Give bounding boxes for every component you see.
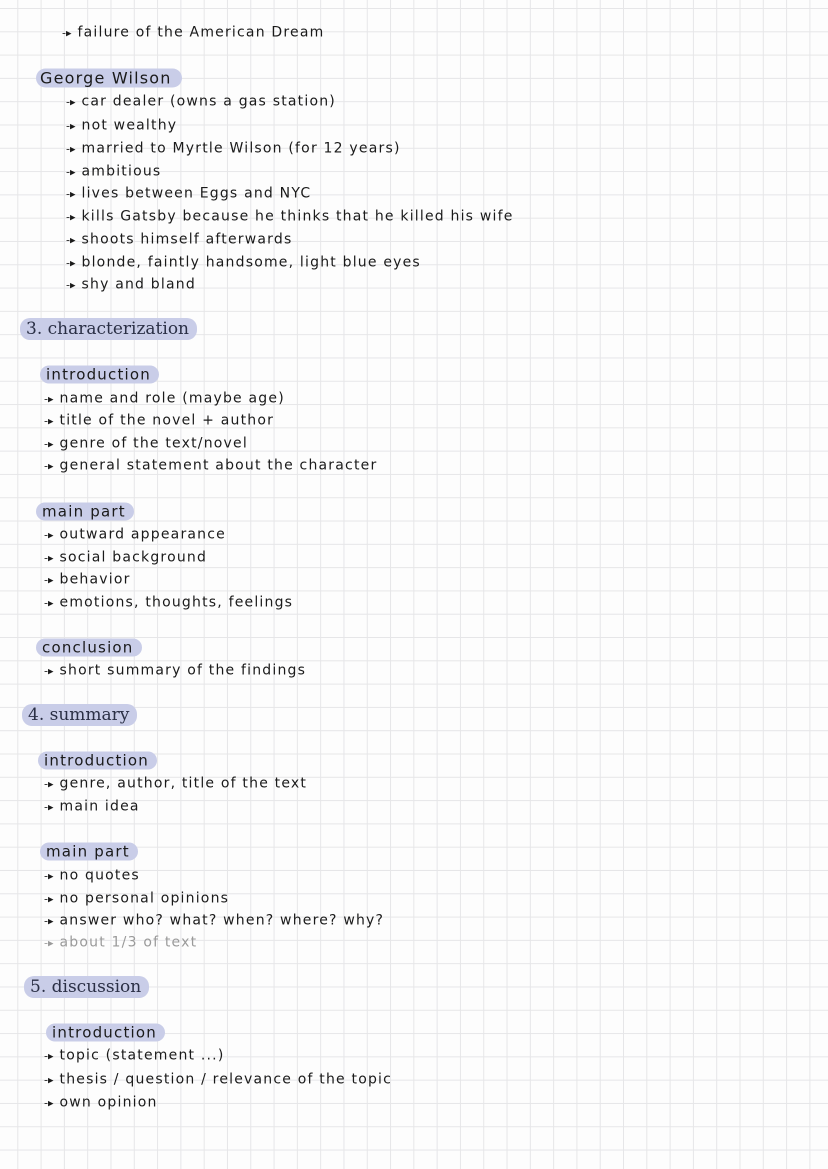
arrow-bullet-icon: -▸ xyxy=(44,1096,54,1110)
line-text: car dealer (owns a gas station) xyxy=(81,93,336,110)
bullet-item xyxy=(44,775,307,794)
arrow-bullet-icon: -▸ xyxy=(66,278,76,292)
arrow-bullet-icon: -▸ xyxy=(66,256,76,270)
bullet-item xyxy=(44,457,377,476)
subheading xyxy=(46,1024,165,1043)
line-text: genre, author, title of the text xyxy=(59,775,308,792)
bullet-item xyxy=(44,594,293,613)
bullet-item xyxy=(66,140,401,159)
line-text: conclusion xyxy=(36,639,142,657)
bullet-item xyxy=(66,117,177,136)
line-text: ambitious xyxy=(81,163,162,180)
line-text: main part xyxy=(36,503,134,521)
bullet-item xyxy=(44,571,131,590)
line-text: short summary of the findings xyxy=(59,662,307,679)
arrow-bullet-icon: -▸ xyxy=(66,142,76,156)
line-text: introduction xyxy=(46,1024,165,1042)
bullet-item xyxy=(44,549,207,568)
subheading xyxy=(40,366,159,385)
arrow-bullet-icon: -▸ xyxy=(44,800,54,814)
character-name xyxy=(36,70,182,89)
subheading xyxy=(38,752,157,771)
line-text: no personal opinions xyxy=(59,890,230,907)
line-text: thesis / question / relevance of the topic xyxy=(59,1071,393,1088)
arrow-bullet-icon: -▸ xyxy=(44,596,54,610)
arrow-bullet-icon: -▸ xyxy=(44,1073,54,1087)
bullet-item xyxy=(44,798,140,817)
bullet-item xyxy=(44,867,140,886)
line-text: about 1/3 of text xyxy=(59,934,198,951)
line-text: kills Gatsby because he thinks that he killed his wife xyxy=(81,208,514,225)
line-text: not wealthy xyxy=(81,117,178,134)
bullet-item xyxy=(44,1071,392,1090)
arrow-bullet-icon: -▸ xyxy=(44,573,54,587)
section-heading: 4. summary xyxy=(22,704,137,726)
line-text: emotions, thoughts, feelings xyxy=(59,594,294,611)
line-text: main idea xyxy=(59,798,140,815)
bullet-item xyxy=(62,24,324,43)
arrow-bullet-icon: -▸ xyxy=(66,233,76,247)
arrow-bullet-icon: -▸ xyxy=(66,95,76,109)
line-text: own opinion xyxy=(59,1094,158,1111)
line-text: genre of the text/novel xyxy=(59,435,248,452)
arrow-bullet-icon: -▸ xyxy=(44,664,54,678)
line-text: introduction xyxy=(38,752,157,770)
arrow-bullet-icon: -▸ xyxy=(44,392,54,406)
arrow-bullet-icon: -▸ xyxy=(44,777,54,791)
section-heading: 5. discussion xyxy=(24,976,149,998)
bullet-item xyxy=(66,93,336,112)
bullet-item xyxy=(44,662,306,681)
line-text: failure of the American Dream xyxy=(77,24,325,41)
arrow-bullet-icon: -▸ xyxy=(44,528,54,542)
arrow-bullet-icon: -▸ xyxy=(44,551,54,565)
line-text: outward appearance xyxy=(59,526,226,543)
line-text: general statement about the character xyxy=(59,457,378,474)
line-text: George Wilson xyxy=(36,69,182,88)
line-text: married to Myrtle Wilson (for 12 years) xyxy=(81,140,401,157)
line-text: introduction xyxy=(40,366,159,384)
arrow-bullet-icon: -▸ xyxy=(44,914,54,928)
arrow-bullet-icon: -▸ xyxy=(44,869,54,883)
subheading xyxy=(36,503,134,522)
line-text: blonde, faintly handsome, light blue eyes xyxy=(81,254,421,271)
line-text: behavior xyxy=(59,571,131,588)
bullet-item xyxy=(44,435,248,454)
arrow-bullet-icon: -▸ xyxy=(66,187,76,201)
subheading xyxy=(36,639,142,658)
arrow-bullet-icon: -▸ xyxy=(44,1049,54,1063)
line-text: no quotes xyxy=(59,867,140,884)
arrow-bullet-icon: -▸ xyxy=(44,892,54,906)
bullet-item xyxy=(44,390,285,409)
arrow-bullet-icon: -▸ xyxy=(44,459,54,473)
bullet-item xyxy=(44,1094,158,1113)
arrow-bullet-icon: -▸ xyxy=(44,414,54,428)
line-text: shy and bland xyxy=(81,276,196,293)
bullet-item xyxy=(66,276,196,295)
line-text: main part xyxy=(40,843,138,861)
line-text: lives between Eggs and NYC xyxy=(81,185,312,202)
line-text: answer who? what? when? where? why? xyxy=(59,912,385,929)
bullet-item xyxy=(44,934,197,953)
arrow-bullet-icon: -▸ xyxy=(62,26,72,40)
line-text: social background xyxy=(59,549,208,566)
bullet-item xyxy=(44,1047,224,1066)
section-heading: 3. characterization xyxy=(20,318,197,340)
bullet-item xyxy=(44,890,229,909)
bullet-item xyxy=(66,254,421,273)
arrow-bullet-icon: -▸ xyxy=(66,119,76,133)
arrow-bullet-icon: -▸ xyxy=(66,210,76,224)
bullet-item xyxy=(66,163,161,182)
bullet-item xyxy=(44,412,274,431)
line-text: title of the novel + author xyxy=(59,412,275,429)
bullet-item xyxy=(66,231,292,250)
bullet-item xyxy=(44,526,226,545)
bullet-item xyxy=(66,185,311,204)
bullet-item xyxy=(66,208,514,227)
arrow-bullet-icon: -▸ xyxy=(44,437,54,451)
line-text: shoots himself afterwards xyxy=(81,231,293,248)
subheading xyxy=(40,843,138,862)
arrow-bullet-icon: -▸ xyxy=(44,936,54,950)
line-text: name and role (maybe age) xyxy=(59,390,285,407)
bullet-item xyxy=(44,912,384,931)
arrow-bullet-icon: -▸ xyxy=(66,165,76,179)
line-text: topic (statement ...) xyxy=(59,1047,225,1064)
